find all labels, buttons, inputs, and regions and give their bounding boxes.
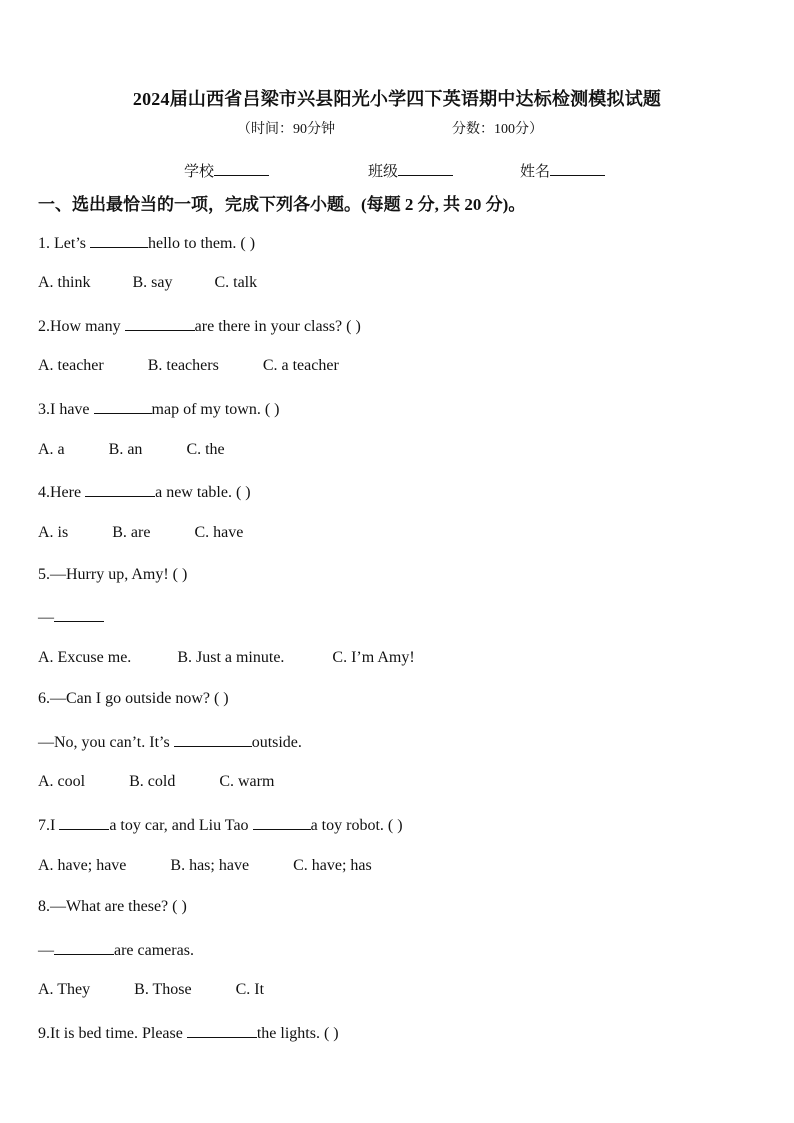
name-field	[520, 160, 605, 181]
options-7	[38, 857, 372, 875]
option-c: C. have	[194, 524, 244, 541]
question-2	[38, 316, 361, 336]
option-b: B. are	[112, 524, 151, 541]
reply-text: are cameras.	[114, 942, 194, 959]
question-text: are there in your class? ( )	[194, 318, 361, 335]
question-text: 1. Let’s	[38, 235, 90, 252]
option-c: C. have; has	[293, 857, 372, 874]
question-text: 9.It is bed time. Please	[38, 1025, 187, 1042]
question-text: a new table. ( )	[155, 484, 251, 501]
class-label: 班级	[368, 164, 399, 180]
option-b: B. an	[108, 441, 143, 458]
school-field	[184, 160, 269, 181]
reply-5	[38, 607, 104, 627]
answer-blank	[125, 316, 195, 331]
option-b: B. say	[132, 274, 173, 291]
question-text: 5.—Hurry up, Amy! ( )	[38, 566, 188, 583]
question-text: map of my town. ( )	[151, 401, 280, 418]
class-blank	[398, 161, 453, 176]
option-b: B. Just a minute.	[177, 649, 285, 666]
answer-blank	[54, 940, 114, 955]
name-label: 姓名	[520, 164, 551, 180]
option-a: A. cool	[38, 773, 86, 790]
question-text: hello to them. ( )	[148, 235, 256, 252]
options-2	[38, 357, 339, 375]
answer-blank	[253, 815, 311, 830]
option-b: B. teachers	[147, 357, 219, 374]
answer-blank	[85, 482, 155, 497]
option-a: A. teacher	[38, 357, 104, 374]
name-blank	[550, 161, 605, 176]
option-a: A. a	[38, 441, 65, 458]
exam-time: （时间：90分钟	[237, 122, 335, 137]
question-8	[38, 898, 187, 916]
options-8	[38, 981, 264, 999]
answer-blank	[59, 815, 109, 830]
reply-dash: —	[38, 942, 54, 959]
question-text: 6.—Can I go outside now? ( )	[38, 690, 229, 707]
option-c: C. It	[235, 981, 265, 998]
option-a: A. They	[38, 981, 91, 998]
reply-text: outside.	[251, 734, 302, 751]
option-c: C. a teacher	[262, 357, 339, 374]
question-text: a toy robot. ( )	[310, 817, 403, 834]
reply-dash: —	[38, 609, 54, 626]
answer-blank	[174, 732, 252, 747]
school-blank	[214, 161, 269, 176]
question-6	[38, 690, 229, 708]
options-6	[38, 773, 274, 791]
option-a: A. think	[38, 274, 91, 291]
section-title: 一、选出最恰当的一项，完成下列各小题。(每题 2 分, 共 20 分)。	[38, 195, 526, 214]
question-9	[38, 1023, 339, 1043]
exam-title: 2024届山西省吕梁市兴县阳光小学四下英语期中达标检测模拟试题	[132, 89, 662, 109]
option-b: B. cold	[129, 773, 176, 790]
answer-blank	[90, 233, 148, 248]
school-label: 学校	[184, 164, 215, 180]
reply-8	[38, 940, 194, 960]
option-b: B. has; have	[170, 857, 250, 874]
question-text: the lights. ( )	[256, 1025, 339, 1042]
options-1	[38, 274, 257, 292]
reply-text: —No, you can’t. It’s	[38, 734, 174, 751]
answer-blank	[187, 1023, 257, 1038]
option-c: C. talk	[214, 274, 258, 291]
question-text: 7.I	[38, 817, 60, 834]
options-4	[38, 524, 243, 542]
options-3	[38, 441, 225, 459]
option-a: A. have; have	[38, 857, 127, 874]
question-7	[38, 815, 403, 835]
question-1	[38, 233, 255, 253]
reply-6	[38, 732, 302, 752]
question-text: 8.—What are these? ( )	[38, 898, 187, 915]
option-a: A. Excuse me.	[38, 649, 132, 666]
question-text: a toy car, and Liu Tao	[109, 817, 253, 834]
question-text: 4.Here	[38, 484, 86, 501]
option-c: C. the	[186, 441, 225, 458]
exam-score: 分数：100分）	[452, 122, 543, 137]
question-text: 2.How many	[38, 318, 125, 335]
question-4	[38, 482, 251, 502]
option-c: C. warm	[219, 773, 275, 790]
question-text: 3.I have	[38, 401, 94, 418]
option-c: C. I’m Amy!	[332, 649, 415, 666]
options-5	[38, 649, 415, 667]
answer-blank	[54, 607, 104, 622]
question-3	[38, 399, 280, 419]
class-field	[368, 160, 453, 181]
answer-blank	[94, 399, 152, 414]
option-b: B. Those	[134, 981, 192, 998]
option-a: A. is	[38, 524, 69, 541]
question-5	[38, 566, 187, 584]
